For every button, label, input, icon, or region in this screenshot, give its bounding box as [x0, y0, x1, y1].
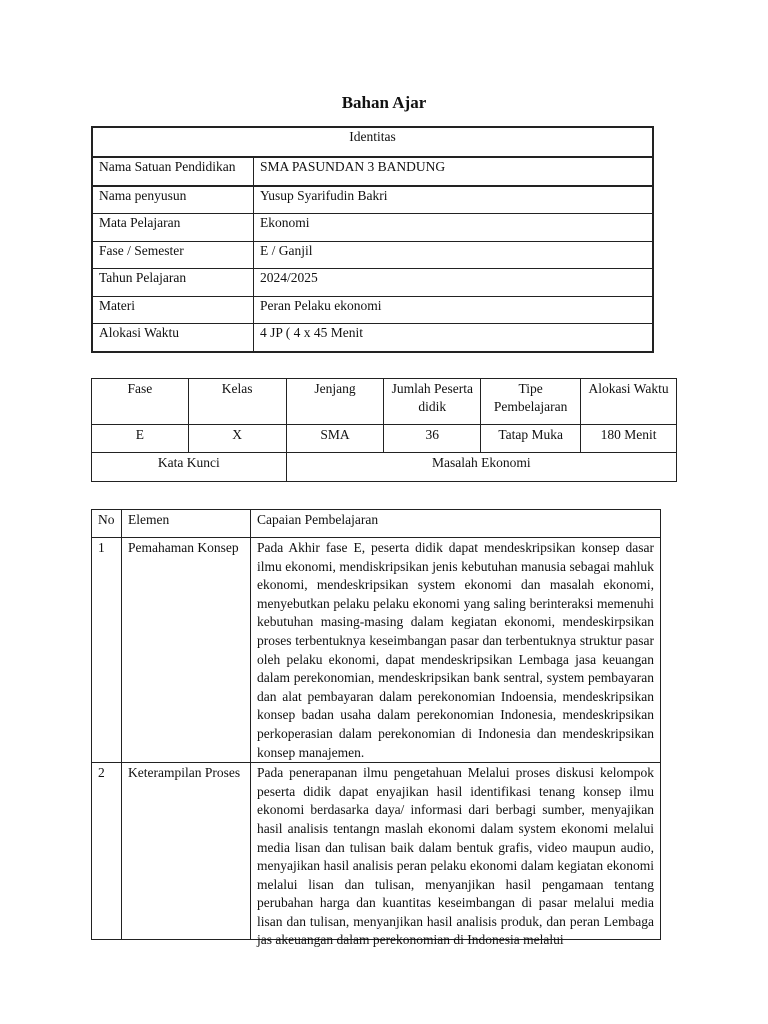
value-alokasi-waktu: 180 Menit — [581, 425, 677, 453]
header-kelas: Kelas — [188, 379, 286, 425]
row-label: Alokasi Waktu — [92, 324, 254, 352]
identitas-table — [91, 126, 654, 353]
table-row — [92, 214, 653, 242]
row-no: 2 — [92, 763, 122, 940]
row-label: Nama penyusun — [92, 186, 254, 214]
row-value: Peran Pelaku ekonomi — [254, 296, 654, 324]
header-elemen: Elemen — [122, 510, 251, 538]
identitas-header: Identitas — [92, 127, 653, 157]
value-tipe-pembelajaran: Tatap Muka — [481, 425, 581, 453]
header-no: No — [92, 510, 122, 538]
header-capaian: Capaian Pembelajaran — [251, 510, 661, 538]
row-capaian: Pada penerapanan ilmu pengetahuan Melalui proses diskusi kelompok peserta didik dapat enyajikan hasil identifikasi tenang konsep ilmu ekonomi berdasarka daya/ informasi dari berbagi sumber, menyajikan hasil analisis tentangn maslah ekonomi dalam system ekonomi melalui media lisan dan tulisan baik dalam bentuk grafis, video maupun audio, menyajikan hasil analisis peran pelaku ekonomi dalam kegiatan ekonomi melalui lisan dan tulisan, menyanjikan hasil pengamaan tentang perubahan harga dan kuantitas keseimbangan di pasar melalui media lisan dan tulisan, menyanjikan hasil analisis produk, dan peran Lembaga jas akeuangan dalam perekonomian di Indonesia melalui — [257, 765, 654, 948]
capaian-table — [91, 509, 661, 948]
header-alokasi-waktu: Alokasi Waktu — [581, 379, 677, 425]
kata-kunci-value: Masalah Ekonomi — [286, 453, 676, 482]
table-row — [92, 453, 677, 482]
value-jumlah-peserta: 36 — [384, 425, 481, 453]
row-label: Tahun Pelajaran — [92, 269, 254, 297]
row-capaian: Pada Akhir fase E, peserta didik dapat mendeskripsikan konsep dasar ilmu ekonomi, mendiskripsikan jenis kebutuhan manusia sebagai mahluk ekonomi, mendeskripsikan system ekonomi dan masalah ekonomi, menyebutkan pelaku pelaku ekonomi yang saling berinteraksi memenuhi kebutuhan masing-masing dalam kegiatan ekonomi, mendeskirpsikan proses terbentuknya keseimbangan pasar dan terbentuknya struktur pasar oleh pelaku ekonomi, dapat mendeskripsikan Lembaga jasa keuangan dalam perekonomian, mendeskripsikan bank sentral, system pembayaran dan alat pembayaran dalam perekonomian Indoensia, mendeskripsikan konsep badan usaha dalam perekonomian Indonesia, mendeskripsikan perkoperasian dalam perekonomian di Indonesia dan mendeskripsikan konsep manajemen. — [251, 538, 661, 763]
row-label: Nama Satuan Pendidikan — [92, 157, 254, 186]
row-elemen: Keterampilan Proses — [122, 763, 251, 940]
row-label: Fase / Semester — [92, 241, 254, 269]
table-row — [92, 186, 653, 214]
table-header-row — [92, 510, 661, 538]
row-label: Materi — [92, 296, 254, 324]
row-value: Ekonomi — [254, 214, 654, 242]
row-value: 2024/2025 — [254, 269, 654, 297]
row-value: 4 JP ( 4 x 45 Menit — [254, 324, 654, 352]
row-value: E / Ganjil — [254, 241, 654, 269]
table-row — [92, 296, 653, 324]
info-table — [91, 378, 677, 482]
row-no: 1 — [92, 538, 122, 763]
table-row — [92, 763, 661, 940]
row-label: Mata Pelajaran — [92, 214, 254, 242]
table-row — [92, 269, 653, 297]
row-capaian-cell — [251, 763, 661, 948]
value-kelas: X — [188, 425, 286, 453]
document-title: Bahan Ajar — [341, 93, 427, 112]
value-jenjang: SMA — [286, 425, 384, 453]
row-value: SMA PASUNDAN 3 BANDUNG — [254, 157, 654, 186]
table-row — [92, 425, 677, 453]
kata-kunci-label: Kata Kunci — [92, 453, 287, 482]
header-tipe-pembelajaran: Tipe Pembelajaran — [481, 379, 581, 425]
row-elemen: Pemahaman Konsep — [122, 538, 251, 763]
header-jenjang: Jenjang — [286, 379, 384, 425]
table-header-row — [92, 379, 677, 425]
header-fase: Fase — [92, 379, 189, 425]
table-row — [92, 241, 653, 269]
header-jumlah-peserta: Jumlah Peserta didik — [384, 379, 481, 425]
table-row — [92, 324, 653, 352]
table-row — [92, 157, 653, 186]
table-row — [92, 538, 661, 763]
value-fase: E — [92, 425, 189, 453]
row-value: Yusup Syarifudin Bakri — [254, 186, 654, 214]
